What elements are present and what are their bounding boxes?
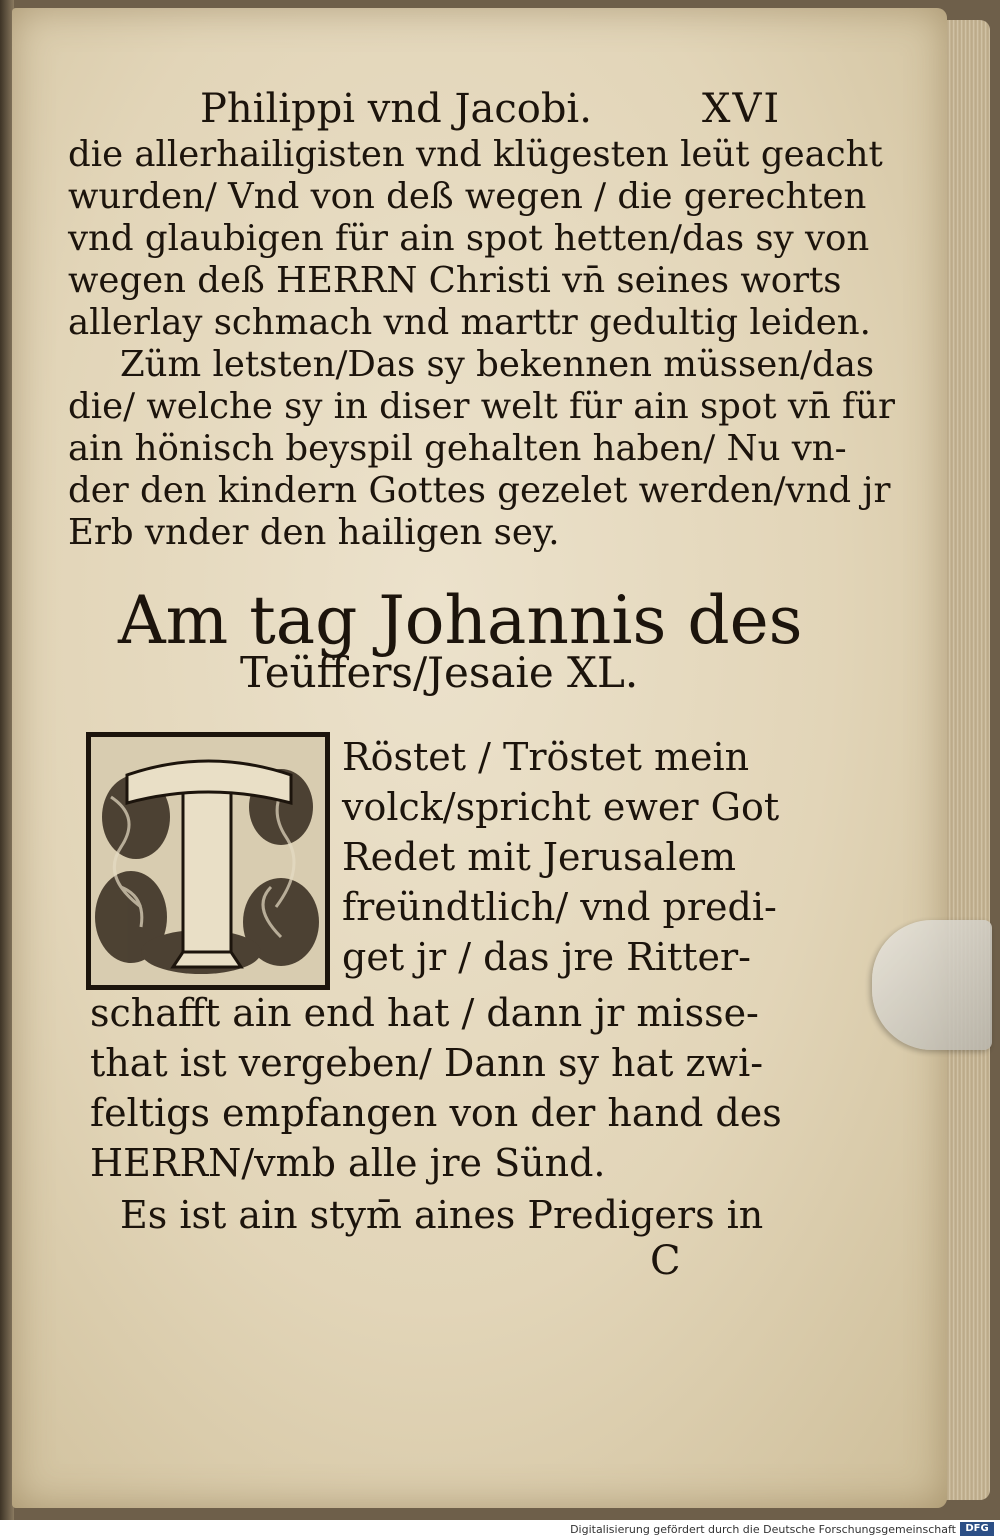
section-subheading: Teüffers/Jesaie XL. <box>240 648 639 697</box>
initial-line-3: Redet mit Jerusalem <box>342 835 736 879</box>
body-line-3: vnd glaubigen für ain spot hetten/das sy von <box>68 218 870 259</box>
body-line-4: wegen deß HERRN Christi vn̄ seines worts <box>68 260 842 301</box>
body-line-8: ain hönisch beyspil gehalten haben/ Nu vn- <box>68 428 847 469</box>
body-line-9: der den kindern Gottes gezelet werden/vnd jr <box>68 470 891 511</box>
funding-credit: Digitalisierung gefördert durch die Deutsche Forschungsgemeinschaft <box>570 1523 956 1536</box>
woodcut-initial-icon <box>91 737 325 985</box>
initial-line-1: Röstet / Tröstet mein <box>342 735 750 779</box>
text-line-1: schafft ain end hat / dann jr misse- <box>90 991 759 1035</box>
section-heading: Am tag Johannis des <box>118 582 803 659</box>
text-line-4: HERRN/vmb alle jre Sünd. <box>90 1141 606 1185</box>
text-line-5: Es ist ain stym̄ aines Predigers in <box>120 1193 764 1237</box>
running-title: Philippi vnd Jacobi. <box>200 86 592 132</box>
text-line-3: feltigs empfangen von der hand des <box>90 1091 782 1135</box>
body-line-6: Züm letsten/Das sy bekennen müssen/das <box>120 344 875 385</box>
initial-line-2: volck/spricht ewer Got <box>342 785 780 829</box>
dfg-logo: DFG <box>960 1522 994 1536</box>
initial-line-5: get jr / das jre Ritter- <box>342 935 751 979</box>
body-line-5: allerlay schmach vnd marttr gedultig leiden. <box>68 302 871 343</box>
initial-line-4: freündtlich/ vnd predi- <box>342 885 777 929</box>
folio-number: XVI <box>702 86 782 132</box>
body-line-10: Erb vnder den hailigen sey. <box>68 512 560 553</box>
text-line-2: that ist vergeben/ Dann sy hat zwi- <box>90 1041 764 1085</box>
catchword: C <box>650 1238 681 1284</box>
decorated-initial-letter <box>86 732 330 990</box>
body-line-7: die/ welche sy in diser welt für ain spot vn̄ für <box>68 386 896 427</box>
body-line-1: die allerhailigisten vnd klügesten leüt geacht <box>68 134 883 175</box>
body-line-2: wurden/ Vnd von deß wegen / die gerechten <box>68 176 867 217</box>
page-clip <box>872 920 992 1050</box>
